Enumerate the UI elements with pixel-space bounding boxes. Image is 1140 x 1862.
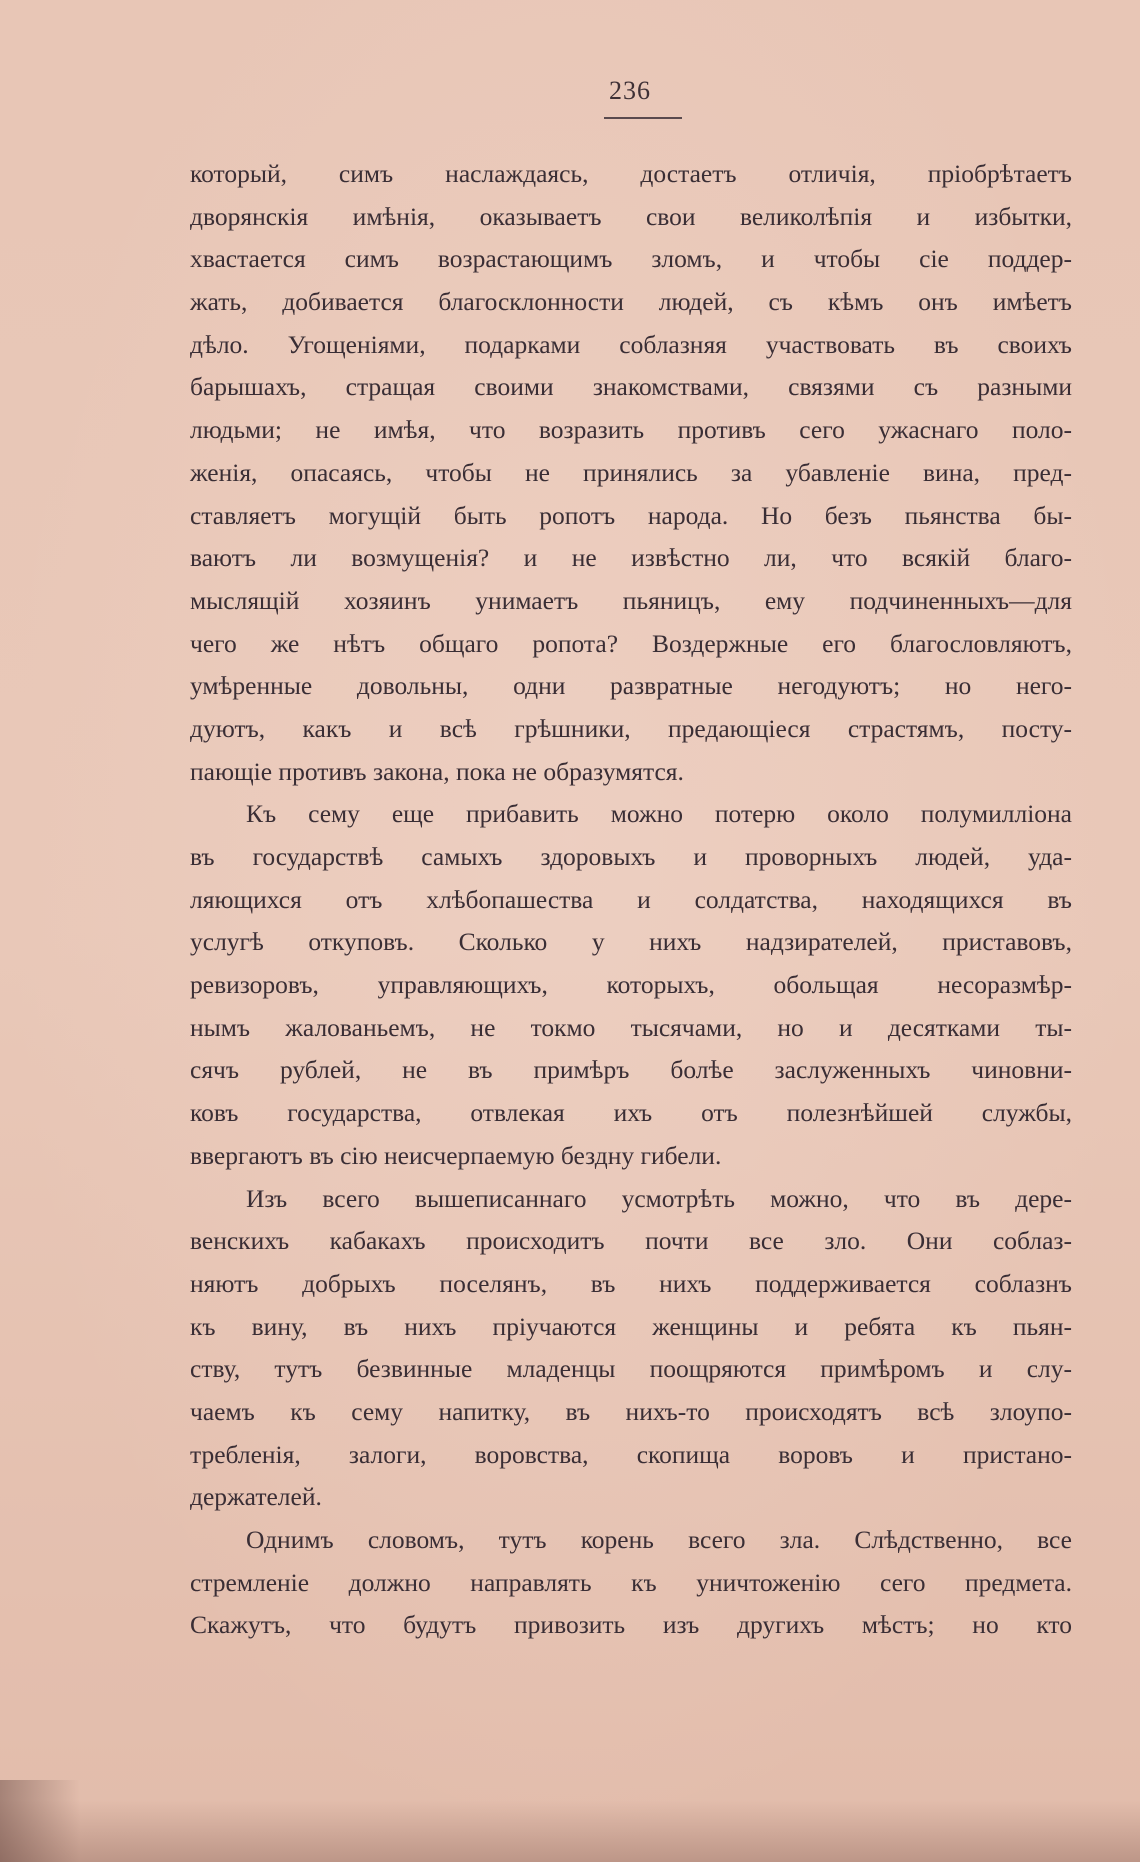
text-line: барышахъ, стращая своими знакомствами, связями съ разными	[190, 372, 1072, 402]
paragraph-first-line: Къ сему еще прибавить можно потерю около полумилліона	[246, 799, 1072, 829]
text-line: дѣло. Угощеніями, подарками соблазняя участвовать въ своихъ	[190, 329, 1072, 359]
text-line: мыслящій хозяинъ унимаетъ пьяницъ, ему подчиненныхъ—для	[190, 585, 1072, 615]
text-line: въ государствѣ самыхъ здоровыхъ и проворныхъ людей, уда-	[190, 842, 1072, 871]
text-line: ревизоровъ, управляющихъ, которыхъ, обольщая несоразмѣр-	[190, 970, 1072, 1000]
text-line: чаемъ къ сему напитку, въ нихъ-то происходятъ всѣ злоупо-	[190, 1396, 1072, 1426]
text-line: нымъ жалованьемъ, не токмо тысячами, но и десятками ты-	[190, 1012, 1072, 1042]
text-line: женія, опасаясь, чтобы не принялись за убавленіе вина, пред-	[190, 457, 1072, 487]
page-number-rule	[604, 117, 682, 119]
text-line: дворянскія имѣнія, оказываетъ свои великолѣпія и избытки,	[190, 201, 1072, 231]
text-line: пающіе противъ закона, пока не образумятся.	[190, 756, 684, 786]
text-line: который, симъ наслаждаясь, достаетъ отличія, пріобрѣтаетъ	[190, 159, 1072, 188]
text-line: жать, добивается благосклонности людей, съ кѣмъ онъ имѣетъ	[190, 287, 1072, 317]
text-line: ввергаютъ въ сію неисчерпаемую бездну гибели.	[190, 1140, 722, 1170]
text-line: людьми; не имѣя, что возразить противъ сего ужаснаго поло-	[190, 415, 1072, 445]
text-line: дуютъ, какъ и всѣ грѣшники, предающіеся страстямъ, посту-	[190, 713, 1072, 743]
paragraph-first-line: Однимъ словомъ, тутъ корень всего зла. Слѣдственно, все	[246, 1525, 1072, 1554]
text-line: ству, тутъ безвинные младенцы поощряются примѣромъ и слу-	[190, 1354, 1072, 1384]
text-line: Скажутъ, что будутъ привозить изъ другихъ мѣстъ; но кто	[190, 1610, 1072, 1640]
text-line: няютъ добрыхъ поселянъ, въ нихъ поддерживается соблазнъ	[190, 1268, 1072, 1298]
text-line: чего же нѣтъ общаго ропота? Воздержные его благословляютъ,	[190, 628, 1072, 658]
text-line: сячъ рублей, не въ примѣръ болѣе заслуженныхъ чиновни-	[190, 1055, 1072, 1085]
text-line: ковъ государства, отвлекая ихъ отъ полезнѣйшей службы,	[190, 1098, 1072, 1128]
corner-shadow	[0, 1780, 80, 1862]
text-line: хвастается симъ возрастающимъ зломъ, и чтобы сіе поддер-	[190, 244, 1072, 274]
text-line: ваютъ ли возмущенія? и не извѣстно ли, что всякій благо-	[190, 543, 1072, 573]
bottom-edge-shadow	[0, 1800, 1140, 1862]
text-line: держателей.	[190, 1482, 322, 1512]
page-number: 236	[609, 76, 651, 105]
body-text	[190, 153, 1072, 1647]
text-line: стремленіе должно направлять къ уничтоженію сего предмета.	[190, 1567, 1072, 1597]
text-line: къ вину, въ нихъ пріучаются женщины и ребята къ пьян-	[190, 1311, 1072, 1341]
text-line: услугѣ откуповъ. Сколько у нихъ надзирателей, приставовъ,	[190, 927, 1072, 957]
text-line: венскихъ кабакахъ происходитъ почти все зло. Они соблаз-	[190, 1226, 1072, 1256]
paragraph-first-line: Изъ всего вышеписаннаго усмотрѣть можно, что въ дере-	[246, 1183, 1072, 1213]
text-line: ляющихся отъ хлѣбопашества и солдатства, находящихся въ	[190, 884, 1072, 914]
text-line: ставляетъ могущій быть ропотъ народа. Но безъ пьянства бы-	[190, 500, 1072, 530]
text-line: требленія, залоги, воровства, скопища воровъ и пристано-	[190, 1439, 1072, 1469]
text-line: умѣренные довольны, одни развратные негодуютъ; но него-	[190, 671, 1072, 701]
